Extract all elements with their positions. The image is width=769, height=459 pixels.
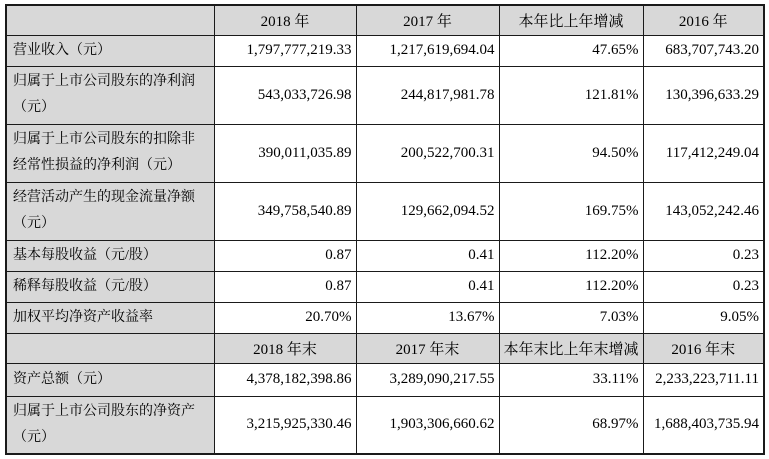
financial-summary-table (5, 4, 765, 455)
col-header-yearend-change: 本年末比上年末增减 (499, 333, 643, 363)
cell-2017: 1,217,619,694.04 (356, 35, 499, 66)
yearend-header-row (6, 333, 764, 363)
cell-2016: 9.05% (643, 302, 764, 333)
cell-2018-end: 3,215,925,330.46 (214, 396, 356, 454)
cell-2016: 117,412,249.04 (643, 124, 764, 182)
cell-2018: 20.70% (214, 302, 356, 333)
row-label: 归属于上市公司股东的净资产（元） (6, 396, 214, 454)
annual-header-row (6, 5, 764, 35)
cell-yoy-change: 94.50% (499, 124, 643, 182)
col-header-2018-end: 2018 年末 (214, 333, 356, 363)
cell-yoy-change: 112.20% (499, 271, 643, 302)
cell-2017: 13.67% (356, 302, 499, 333)
cell-2016: 130,396,633.29 (643, 66, 764, 124)
annual-header-corner (6, 5, 214, 35)
row-operating-revenue (6, 35, 764, 66)
cell-2016: 0.23 (643, 240, 764, 271)
cell-2016-end: 2,233,223,711.11 (643, 363, 764, 396)
cell-2018: 390,011,035.89 (214, 124, 356, 182)
cell-yoy-change: 112.20% (499, 240, 643, 271)
cell-2016-end: 1,688,403,735.94 (643, 396, 764, 454)
cell-yoy-change: 121.81% (499, 66, 643, 124)
cell-2017: 200,522,700.31 (356, 124, 499, 182)
cell-2018: 1,797,777,219.33 (214, 35, 356, 66)
row-label: 资产总额（元） (6, 363, 214, 396)
cell-2017: 0.41 (356, 271, 499, 302)
col-header-2017: 2017 年 (356, 5, 499, 35)
cell-yearend-change: 33.11% (499, 363, 643, 396)
row-label: 经营活动产生的现金流量净额（元） (6, 182, 214, 240)
cell-2017: 0.41 (356, 240, 499, 271)
col-header-2016-end: 2016 年末 (643, 333, 764, 363)
cell-yearend-change: 68.97% (499, 396, 643, 454)
col-header-yoy-change: 本年比上年增减 (499, 5, 643, 35)
row-total-assets (6, 363, 764, 396)
row-label: 归属于上市公司股东的净利润（元） (6, 66, 214, 124)
cell-yoy-change: 169.75% (499, 182, 643, 240)
row-label: 稀释每股收益（元/股） (6, 271, 214, 302)
row-diluted-eps (6, 271, 764, 302)
row-net-profit-attributable (6, 66, 764, 124)
cell-2018: 0.87 (214, 271, 356, 302)
cell-2017: 244,817,981.78 (356, 66, 499, 124)
row-label: 营业收入（元） (6, 35, 214, 66)
cell-2017-end: 3,289,090,217.55 (356, 363, 499, 396)
cell-yoy-change: 47.65% (499, 35, 643, 66)
yearend-header-corner (6, 333, 214, 363)
cell-2016: 143,052,242.46 (643, 182, 764, 240)
cell-2016: 0.23 (643, 271, 764, 302)
col-header-2018: 2018 年 (214, 5, 356, 35)
row-label: 基本每股收益（元/股） (6, 240, 214, 271)
row-weighted-avg-roe (6, 302, 764, 333)
row-net-assets-attributable (6, 396, 764, 454)
cell-2017: 129,662,094.52 (356, 182, 499, 240)
cell-2018: 349,758,540.89 (214, 182, 356, 240)
row-operating-cash-flow (6, 182, 764, 240)
cell-2018: 0.87 (214, 240, 356, 271)
cell-2018: 543,033,726.98 (214, 66, 356, 124)
row-label: 加权平均净资产收益率 (6, 302, 214, 333)
row-net-profit-excl-nonrecurring (6, 124, 764, 182)
row-basic-eps (6, 240, 764, 271)
col-header-2017-end: 2017 年末 (356, 333, 499, 363)
cell-2018-end: 4,378,182,398.86 (214, 363, 356, 396)
cell-2016: 683,707,743.20 (643, 35, 764, 66)
col-header-2016: 2016 年 (643, 5, 764, 35)
cell-2017-end: 1,903,306,660.62 (356, 396, 499, 454)
cell-yoy-change: 7.03% (499, 302, 643, 333)
row-label: 归属于上市公司股东的扣除非经常性损益的净利润（元） (6, 124, 214, 182)
